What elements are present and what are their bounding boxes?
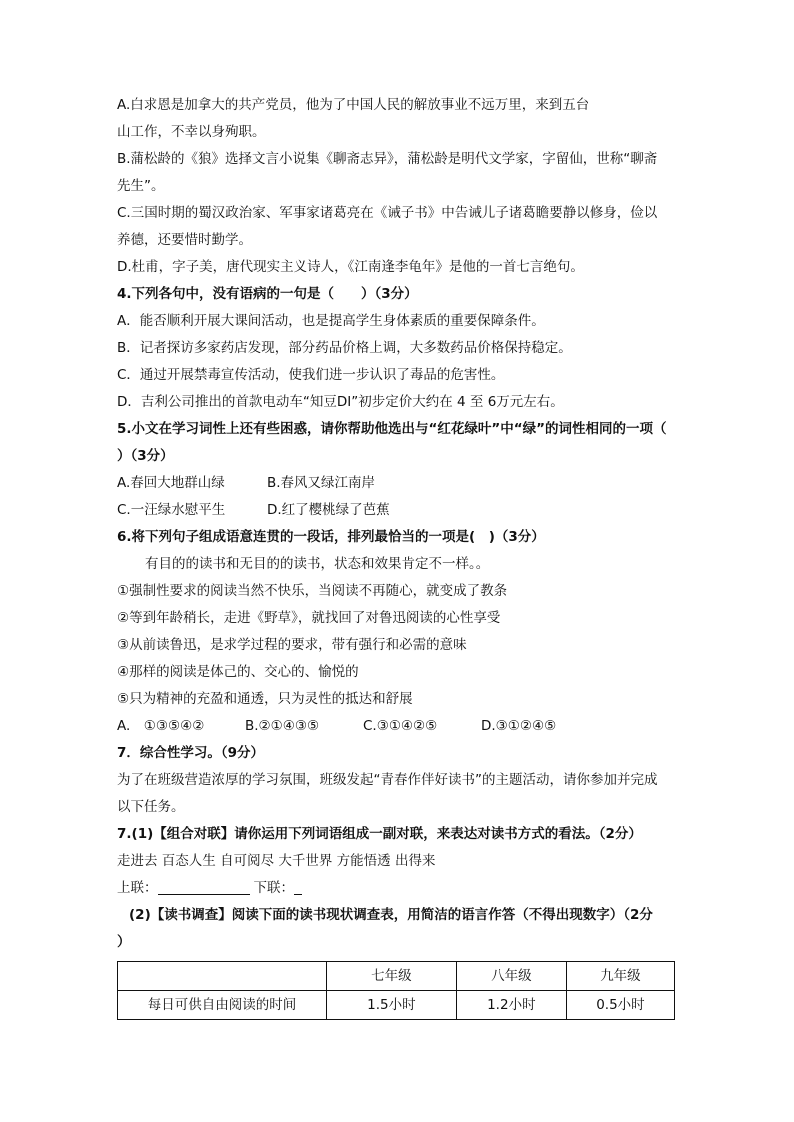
q6-option-b: B.②①④③⑤: [245, 718, 320, 734]
table-header-cell: 九年级: [566, 962, 674, 991]
table-header-cell: 七年级: [326, 962, 456, 991]
q5-option-d: D.红了樱桃绿了芭蕉: [267, 502, 390, 518]
reading-survey-table: [117, 961, 675, 1020]
q5-options-row1: [117, 470, 677, 497]
q6-intro: 有目的的读书和无目的的读书，状态和效果肯定不一样。。: [145, 556, 490, 572]
q3-option-a-line2: 山工作，不幸以身殉职。: [117, 124, 266, 140]
q3-option-c-line2: 养德，还要惜时勤学。: [117, 232, 252, 248]
lower-couplet-blank[interactable]: [294, 878, 302, 895]
q6-title: 6.将下列句子组成语意连贯的一段话，排列最恰当的一项是( )（3分）: [117, 529, 545, 545]
q4-option-c: C．通过开展禁毒宣传活动，使我们进一步认识了毒品的危害性。: [117, 367, 505, 383]
q6-sentence-2: ②等到年龄稍长，走进《野草》，就找回了对鲁迅阅读的心性享受: [117, 610, 501, 626]
q7-sub1-title: 7.(1)【组合对联】请你运用下列词语组成一副对联，来表达对读书方式的看法。（2分）: [117, 826, 642, 842]
q7-title: 7．综合性学习。（9分）: [117, 745, 265, 761]
q5-title-line1: 5.小文在学习词性上还有些困惑，请你帮助他选出与“红花绿叶”中“绿”的词性相同的一项（: [117, 421, 667, 437]
table-cell: 1.2小时: [456, 991, 566, 1020]
q3-option-c-line1: C.三国时期的蜀汉政治家、军事家诸葛亮在《诫子书》中告诫儿子诸葛瞻要静以修身，俭以: [117, 205, 658, 221]
q6-sentence-4: ④那样的阅读是体己的、交心的、愉悦的: [117, 664, 359, 680]
q6-option-a: A. ①③⑤④②: [117, 718, 205, 734]
q4-option-b: B．记者探访多家药店发现，部分药品价格上调，大多数药品价格保持稳定。: [117, 340, 572, 356]
q5-options-row2: [117, 497, 677, 524]
q4-option-d: D．吉利公司推出的首款电动车“知豆DI”初步定价大约在 4 至 6万元左右。: [117, 394, 564, 410]
table-cell: 1.5小时: [326, 991, 456, 1020]
q7-sub2-title-line2: ）: [117, 934, 131, 950]
table-header-row: [118, 962, 675, 991]
couplet-answer-line: [117, 875, 677, 902]
q4-option-a: A．能否顺利开展大课间活动，也是提高学生身体素质的重要保障条件。: [117, 313, 545, 329]
q3-option-a-line1: A.白求恩是加拿大的共产党员，他为了中国人民的解放事业不远万里，来到五台: [117, 97, 590, 113]
q7-intro-line1: 为了在班级营造浓厚的学习氛围，班级发起“青春作伴好读书”的主题活动，请你参加并完成: [117, 772, 658, 788]
table-header-cell: 八年级: [456, 962, 566, 991]
table-cell: 0.5小时: [566, 991, 674, 1020]
q5-option-a: A.春回大地群山绿: [117, 475, 225, 491]
upper-couplet-blank[interactable]: [158, 878, 250, 895]
question-content: [117, 92, 677, 956]
q6-sentence-3: ③从前读鲁迅，是求学过程的要求，带有强行和必需的意味: [117, 637, 467, 653]
q5-option-c: C.一汪绿水慰平生: [117, 502, 226, 518]
q3-option-b-line1: B.蒲松龄的《狼》选择文言小说集《聊斋志异》，蒲松龄是明代文学家，字留仙，世称“聊斋: [117, 151, 658, 167]
q5-option-b: B.春风又绿江南岸: [267, 475, 376, 491]
q6-sentence-5: ⑤只为精神的充盈和通透，只为灵性的抵达和舒展: [117, 691, 413, 707]
table-row: [118, 991, 675, 1020]
q5-title-line2: ）（3分）: [117, 448, 174, 464]
q4-title: 4.下列各句中，没有语病的一句是（ ）（3分）: [117, 286, 418, 302]
q6-sentence-1: ①强制性要求的阅读当然不快乐，当阅读不再随心，就变成了教条: [117, 583, 508, 599]
q7-sub2-title-line1: (2)【读书调查】阅读下面的读书现状调查表，用简洁的语言作答（不得出现数字）（2分: [129, 907, 653, 923]
upper-couplet-label: 上联：: [117, 880, 158, 896]
q6-options: [117, 713, 677, 740]
q7-intro-line2: 以下任务。: [117, 799, 185, 815]
q7-sub1-words: 走进去 百态人生 自可阅尽 大千世界 方能悟透 出得来: [117, 853, 436, 869]
q3-option-d: D.杜甫，字子美，唐代现实主义诗人，《江南逢李龟年》是他的一首七言绝句。: [117, 259, 584, 275]
q6-option-d: D.③①②④⑤: [481, 718, 557, 734]
table-cell: 每日可供自由阅读的时间: [118, 991, 327, 1020]
q3-option-b-line2: 先生”。: [117, 178, 165, 194]
q6-option-c: C.③①④②⑤: [363, 718, 438, 734]
lower-couplet-label: 下联：: [253, 880, 294, 896]
table-header-cell: [118, 962, 327, 991]
